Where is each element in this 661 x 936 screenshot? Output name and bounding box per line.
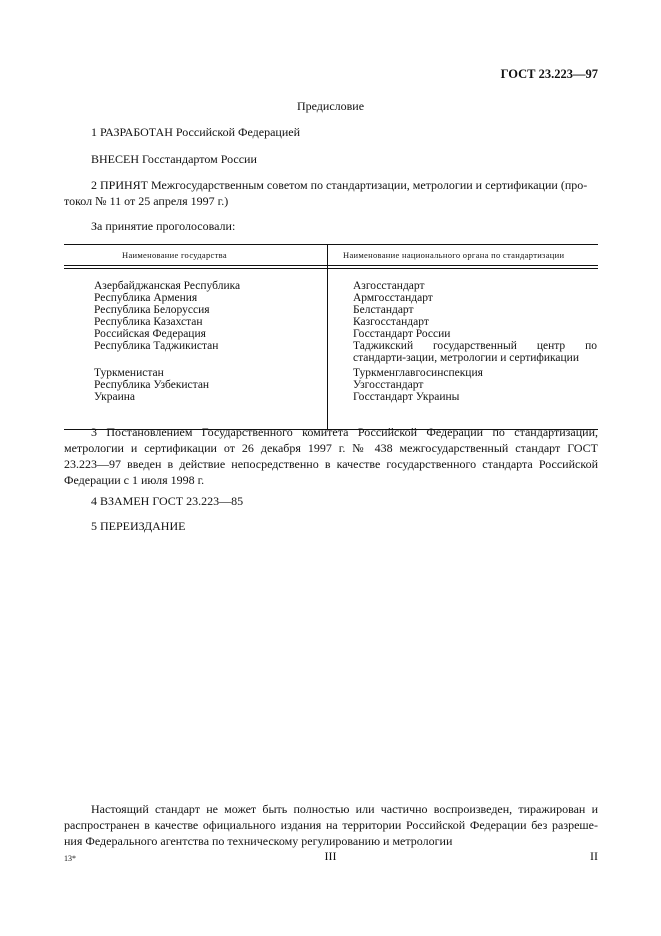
table-row-body: Белстандарт — [353, 304, 414, 316]
table-row-state: Туркменистан — [94, 367, 164, 379]
table-row-body: Таджикский государственный центр по стандарти-зации, метрологии и сертификации — [353, 340, 597, 364]
table-row-state: Республика Армения — [94, 292, 198, 304]
table-row-state: Украина — [94, 391, 135, 403]
voting-table — [64, 244, 598, 430]
copyright-notice — [64, 801, 598, 849]
item-2-adopted — [64, 177, 598, 209]
item-3-line-4: Федерации с 1 июля 1998 г. — [64, 473, 205, 487]
notice-line-1: Настоящий стандарт не может быть полностью или частично воспроизведен, тиражирован и — [91, 802, 598, 816]
preface-title: Предисловие — [296, 99, 365, 113]
column-separator — [327, 245, 328, 268]
item-1-developed: 1 РАЗРАБОТАН Российской Федерацией — [91, 125, 300, 139]
item-3-line-3: 23.223—97 введен в действие непосредственно в качестве государственного стандарта Российской — [64, 457, 598, 471]
table-row-state: Российская Федерация — [94, 328, 206, 340]
item-3-resolution — [64, 424, 598, 488]
table-row-body: Госстандарт Украины — [353, 391, 460, 403]
item-5-reissue: 5 ПЕРЕИЗДАНИЕ — [91, 519, 186, 533]
table-row-body: Узгосстандарт — [353, 379, 424, 391]
notice-line-3: ния Федерального агентства по техническому регулированию и метрологии — [64, 834, 453, 848]
page-number: III — [324, 849, 337, 863]
table-row-state: Республика Таджикистан — [94, 340, 219, 352]
document-code: ГОСТ 23.223—97 — [500, 67, 598, 81]
table-row-body: Азгосстандарт — [353, 280, 425, 292]
table-row-state: Азербайджанская Республика — [94, 280, 241, 292]
item-3-line-2: метрологии и сертификации от 26 декабря 1997 г. № 438 межгосударственный стандарт ГОСТ — [64, 441, 598, 455]
header-double-rule — [64, 265, 598, 266]
table-body — [64, 269, 598, 430]
page-roman-numeral: II — [590, 849, 598, 863]
table-row-body: Армгосстандарт — [353, 292, 433, 304]
table-row-body: Госстандарт России — [353, 328, 451, 340]
item-3-line-1: 3 Постановлением Государственного комитета Российской Федерации по стандартизации, — [91, 425, 598, 439]
item-4-replaces: 4 ВЗАМЕН ГОСТ 23.223—85 — [91, 494, 244, 508]
notice-line-2: распространен в качестве официального издания на территории Российской Федерации без разреше- — [64, 818, 598, 832]
item-2-line-1: 2 ПРИНЯТ Межгосударственным советом по стандартизации, метрологии и сертификации (про- — [91, 178, 588, 192]
table-row-body: Туркменглавгосинспекция — [353, 367, 483, 379]
column-separator — [327, 269, 328, 429]
table-row-state: Республика Узбекистан — [94, 379, 210, 391]
table-row-body: Казгосстандарт — [353, 316, 429, 328]
header-national-body: Наименование национального органа по стандартизации — [343, 250, 565, 260]
sheet-mark: 13* — [64, 854, 76, 863]
introduced-by: ВНЕСЕН Госстандартом России — [91, 152, 257, 166]
table-row-state: Республика Казахстан — [94, 316, 203, 328]
voted-for: За принятие проголосовали: — [91, 219, 236, 233]
item-2-line-2: токол № 11 от 25 апреля 1997 г.) — [64, 194, 229, 208]
table-header — [64, 244, 598, 269]
table-row-state: Республика Белоруссия — [94, 304, 210, 316]
header-state: Наименование государства — [122, 250, 227, 260]
